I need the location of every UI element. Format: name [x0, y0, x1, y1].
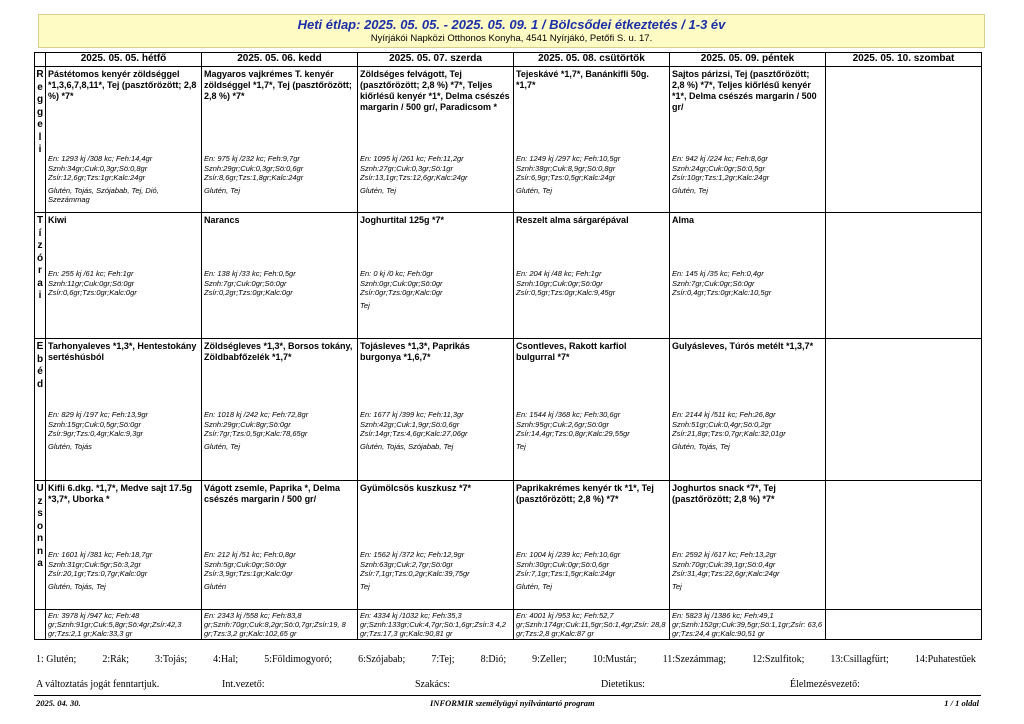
- meal-row: [35, 481, 982, 610]
- daily-total-cell: [46, 610, 202, 640]
- allergen-legend-item: 14:Puhatestűek: [914, 654, 976, 665]
- nutrition-line: Sznh:27gr;Cuk:0,3gr;Sö:1gr: [360, 163, 453, 173]
- menu-cell: [670, 339, 826, 481]
- dish-name: Pástétomos kenyér zöldséggel *1,3,6,7,8,11*, Tej (pasztőrözött; 2,8 %) *7*: [48, 69, 197, 101]
- day-header-row: [35, 53, 982, 67]
- nutrition-line: Zsír:0gr;Tzs:0gr;Kalc:0gr: [360, 288, 443, 297]
- page-number: 1 / 1 oldal: [944, 698, 979, 708]
- print-date: 2025. 04. 30.: [36, 698, 81, 708]
- meal-label-letter: e: [37, 81, 43, 93]
- meal-label-letter: n: [36, 545, 44, 557]
- allergen-list: Glutén, Tej: [204, 442, 240, 451]
- meal-label-letter: s: [37, 508, 43, 519]
- program-name: INFORMIR személyügyi nyilvántartó program: [430, 698, 595, 708]
- header-banner: [38, 14, 985, 48]
- nutrition-info: [672, 410, 786, 439]
- nutrition-line: Zsír:21,8gr;Tzs:0,7gr;Kalc:32,01gr: [672, 429, 786, 438]
- nutrition-line: Sznh:15gr;Cuk:0,5gr;Sö:0gr: [48, 419, 141, 429]
- nutrition-line: Zsír:7,1gr;Tzs:0,2gr;Kalc:39,75gr: [360, 569, 470, 578]
- nutrition-line: Zsír:0,4gr;Tzs:0gr;Kalc:10,5gr: [672, 288, 772, 297]
- nutrition-line: En: 2144 kj /511 kc; Feh:26,8gr: [672, 410, 776, 419]
- menu-cell: [514, 481, 670, 610]
- daily-total-text: En: 4334 kj /1032 kc; Feh:35,3 gr;Sznh:133gr;Cuk:4,7gr;Sö:1,6gr;Zsír:3 4,2 gr;Tzs:17,3 gr;Kalc:90,81 gr: [360, 611, 506, 638]
- nutrition-info: [204, 269, 296, 298]
- meal-label-letter: g: [36, 106, 44, 118]
- allergen-list: Glutén, Tej: [204, 186, 240, 195]
- nutrition-line: Sznh:11gr;Cuk:0gr;Sö:0gr: [48, 278, 135, 288]
- nutrition-line: En: 975 kj /232 kc; Feh:9,7gr: [204, 154, 300, 163]
- nutrition-info: [672, 154, 769, 183]
- dish-name: Tarhonyaleves *1,3*, Hentestokány sertéshúsból: [48, 341, 197, 362]
- nutrition-line: Zsír:3,9gr;Tzs:1gr;Kalc:0gr: [204, 569, 293, 578]
- empty-saturday-cell: [826, 67, 982, 213]
- dish-name: Kifli 6.dkg. *1,7*, Medve sajt 17.5g *3,7*, Uborka *: [48, 483, 193, 504]
- dish-name: Sajtos párizsi, Tej (pasztőrözött; 2,8 %) *7*, Teljes kiőrlésű kenyér *1*, Delma csészés margarin / 500 gr/: [672, 69, 817, 112]
- nutrition-line: En: 1018 kj /242 kc; Feh:72,8gr: [204, 410, 309, 419]
- daily-total-row: [35, 610, 982, 640]
- meal-label: [35, 213, 46, 339]
- meal-label-letter: i: [38, 290, 42, 301]
- meal-label: [35, 67, 46, 213]
- dish-name: Vágott zsemle, Paprika *, Delma csészés margarin / 500 gr/: [204, 483, 341, 504]
- nutrition-line: En: 0 kj /0 kc; Feh:0gr: [360, 269, 433, 278]
- dish-name: Tojásleves *1,3*, Paprikás burgonya *1,6,7*: [360, 341, 470, 362]
- nutrition-line: Sznh:95gr;Cuk:2,6gr;Sö:0gr: [516, 419, 609, 429]
- meal-label-letter: o: [36, 520, 44, 532]
- menu-cell: [670, 213, 826, 339]
- nutrition-line: Sznh:24gr;Cuk:0gr;Sö:0,5gr: [672, 163, 765, 173]
- day-header: 2025. 05. 07. szerda: [358, 53, 514, 67]
- nutrition-info: [204, 410, 308, 439]
- nutrition-line: Sznh:42gr;Cuk:1,9gr;Sö:0,6gr: [360, 419, 460, 429]
- empty-saturday-cell: [826, 213, 982, 339]
- meal-label-letter: T: [36, 215, 44, 226]
- nutrition-line: En: 145 kj /35 kc; Feh:0,4gr: [672, 269, 764, 278]
- menu-cell: [46, 481, 202, 610]
- nutrition-line: En: 1677 kj /399 kc; Feh:11,3gr: [360, 410, 464, 419]
- nutrition-line: En: 942 kj /224 kc; Feh:8,6gr: [672, 154, 768, 163]
- meal-label-letter: d: [36, 378, 44, 390]
- nutrition-line: Sznh:0gr;Cuk:0gr;Sö:0gr: [360, 278, 443, 288]
- nutrition-line: Zsír:31,4gr;Tzs:22,6gr;Kalc:24gr: [672, 569, 780, 578]
- nutrition-line: En: 1004 kj /239 kc; Feh:10,6gr: [516, 550, 621, 559]
- allergen-legend-item: 3:Tojás;: [155, 654, 188, 665]
- meal-row: [35, 67, 982, 213]
- allergen-list: Glutén, Tej: [516, 186, 552, 195]
- meal-label-letter: n: [36, 533, 44, 544]
- menu-title: Heti étlap: 2025. 05. 05. - 2025. 05. 09. 1 / Bölcsődei étkeztetés / 1-3 év: [297, 17, 726, 32]
- meal-label-letter: E: [36, 341, 44, 352]
- nutrition-line: En: 829 kj /197 kc; Feh:13,9gr: [48, 410, 149, 419]
- allergen-list: Glutén: [204, 582, 227, 591]
- nutrition-info: [360, 154, 468, 183]
- daily-total-text: En: 2343 kj /558 kc; Feh:83,8 gr;Sznh:70gr;Cuk:8,2gr;Sö:0,7gr;Zsír:19, 8 gr;Tzs:3,2 gr;Kalc:102,65 gr: [204, 611, 346, 638]
- menu-cell: [358, 67, 514, 213]
- day-header: 2025. 05. 06. kedd: [202, 53, 358, 67]
- allergen-legend-item: 13:Csillagfürt;: [830, 654, 889, 665]
- meal-label-letter: r: [38, 265, 42, 276]
- page-footer: [34, 695, 981, 709]
- menu-cell: [670, 67, 826, 213]
- allergen-legend-item: 11:Szezámmag;: [662, 654, 727, 665]
- nutrition-line: Sznh:30gr;Cuk:0gr;Sö:0,6gr: [516, 559, 609, 569]
- nutrition-line: Sznh:29gr;Cuk:8gr;Sö:0gr: [204, 419, 291, 429]
- kitchen-address: Nyírjákói Napközi Otthonos Konyha, 4541 Nyírjákó, Petőfi S. u. 17.: [370, 33, 653, 44]
- menu-cell: [202, 213, 358, 339]
- allergen-list: Tej: [516, 442, 526, 451]
- nutrition-line: Sznh:7gr;Cuk:0gr;Sö:0gr: [672, 278, 755, 288]
- dish-name: Tejeskávé *1,7*, Banánkifli 50g. *1,7*: [516, 69, 649, 90]
- dish-name: Joghurtos snack *7*, Tej (pasztőrözött; 2,8 %) *7*: [672, 483, 776, 504]
- nutrition-line: Sznh:34gr;Cuk:0,3gr;Sö:0,8gr: [48, 163, 148, 173]
- menu-cell: [46, 339, 202, 481]
- meal-label-letter: í: [38, 227, 42, 239]
- nutrition-line: Sznh:38gr;Cuk:8,9gr;Sö:0,8gr: [516, 163, 616, 173]
- allergen-legend: [36, 654, 976, 665]
- empty-saturday-cell: [826, 339, 982, 481]
- nutrition-line: En: 1293 kj /308 kc; Feh:14,4gr: [48, 154, 153, 163]
- allergen-list: Glutén, Tej: [516, 582, 552, 591]
- nutrition-line: Zsír:9gr;Tzs:0,4gr;Kalc:9,3gr: [48, 429, 144, 438]
- daily-total-cell: [514, 610, 670, 640]
- nutrition-info: [48, 410, 148, 439]
- nutrition-line: Zsír:0,6gr;Tzs:0gr;Kalc:0gr: [48, 288, 137, 297]
- nutrition-line: En: 1601 kj /381 kc; Feh:18,7gr: [48, 550, 153, 559]
- total-label-cell: [35, 610, 46, 640]
- dish-name: Reszelt alma sárgarépával: [516, 215, 629, 225]
- nutrition-line: Zsír:6,9gr;Tzs:0,5gr;Kalc:24gr: [516, 173, 616, 182]
- catering-manager-signature: Élelmezésvezető:: [790, 679, 860, 690]
- allergen-legend-item: 4:Hal;: [213, 654, 239, 665]
- nutrition-info: [204, 550, 296, 579]
- daily-total-cell: [826, 610, 982, 640]
- allergen-legend-item: 2:Rák;: [102, 654, 129, 665]
- daily-total-text: En: 5823 kj /1386 kc; Feh:49,1 gr;Sznh:152gr;Cuk:39,5gr;Sö:1,1gr;Zsír: 63,6 gr;Tzs:24,4 gr;Kalc:90,51 gr: [672, 611, 823, 638]
- daily-total-cell: [670, 610, 826, 640]
- nutrition-info: [204, 154, 303, 183]
- nutrition-info: [672, 550, 780, 579]
- menu-cell: [46, 67, 202, 213]
- allergen-legend-item: 8:Dió;: [480, 654, 507, 665]
- allergen-legend-item: 12:Szulfitok;: [752, 654, 805, 665]
- nutrition-line: Zsír:12,6gr;Tzs:1gr;Kalc:24gr: [48, 173, 146, 182]
- nutrition-line: En: 138 kj /33 kc; Feh:0,5gr: [204, 269, 296, 278]
- menu-cell: [358, 339, 514, 481]
- daily-total-text: En: 4001 kj /953 kc; Feh:52,7 gr;Sznh:174gr;Cuk:11,5gr;Sö:1,4gr;Zsír: 28,8 gr;Tzs:2,8 gr;Kalc:87 gr: [516, 611, 666, 638]
- menu-cell: [202, 67, 358, 213]
- allergen-legend-item: 6:Szójabab;: [358, 654, 406, 665]
- meal-label-letter: é: [37, 366, 43, 377]
- nutrition-line: Zsír:8,6gr;Tzs:1,8gr;Kalc:24gr: [204, 173, 304, 182]
- reservation-notice: A változtatás jogát fenntartjuk.: [36, 679, 160, 690]
- nutrition-info: [360, 550, 470, 579]
- dish-name: Joghurtital 125g *7*: [360, 215, 445, 225]
- nutrition-line: En: 2592 kj /617 kc; Feh:13,2gr: [672, 550, 777, 559]
- meal-label-letter: b: [36, 353, 44, 365]
- menu-cell: [514, 339, 670, 481]
- day-header: 2025. 05. 10. szombat: [826, 53, 982, 67]
- allergen-legend-item: 9:Zeller;: [532, 654, 567, 665]
- meal-label-letter: R: [36, 69, 44, 80]
- daily-total-text: En: 3978 kj /947 kc; Feh:48 gr;Sznh:91gr;Cuk:5,8gr;Sö:4gr;Zsír:42,3 gr;Tzs:2,1 gr;Kalc:33,3 gr: [48, 611, 182, 638]
- nutrition-line: Zsír:14,4gr;Tzs:0,8gr;Kalc:29,55gr: [516, 429, 630, 438]
- meal-label-letter: l: [38, 131, 42, 143]
- allergen-list: Glutén, Tojás, Szójabab, Tej: [360, 442, 454, 451]
- dish-name: Paprikakrémes kenyér tk *1*, Tej (pasztőrözött; 2,8 %) *7*: [516, 483, 654, 504]
- meal-label-letter: z: [37, 495, 43, 507]
- allergen-list: Glutén, Tojás, Tej: [672, 442, 730, 451]
- menu-cell: [358, 213, 514, 339]
- menu-cell: [202, 481, 358, 610]
- day-header: 2025. 05. 08. csütörtök: [514, 53, 670, 67]
- nutrition-line: Sznh:10gr;Cuk:0gr;Sö:0gr: [516, 278, 603, 288]
- menu-cell: [358, 481, 514, 610]
- nutrition-line: Zsír:7gr;Tzs:0,5gr;Kalc:78,65gr: [204, 429, 308, 438]
- nutrition-line: En: 1095 kj /261 kc; Feh:11,2gr: [360, 154, 464, 163]
- nutrition-info: [516, 550, 620, 579]
- nutrition-line: Zsír:14gr;Tzs:4,6gr;Kalc:27,06gr: [360, 429, 468, 438]
- menu-cell: [514, 67, 670, 213]
- meal-label: [35, 339, 46, 481]
- nutrition-info: [516, 269, 615, 298]
- nutrition-line: En: 1249 kj /297 kc; Feh:10,5gr: [516, 154, 621, 163]
- allergen-list: Glutén, Tojás: [48, 442, 92, 451]
- nutrition-line: En: 1544 kj /368 kc; Feh:30,6gr: [516, 410, 621, 419]
- allergen-list: Glutén, Tej: [360, 186, 396, 195]
- nutrition-line: Sznh:63gr;Cuk:2,7gr;Sö:0gr: [360, 559, 453, 569]
- dish-name: Alma: [672, 215, 695, 225]
- nutrition-info: [516, 410, 630, 439]
- allergen-legend-item: 1: Glutén;: [36, 654, 77, 665]
- nutrition-info: [48, 550, 152, 579]
- meal-label-letter: i: [38, 144, 42, 155]
- menu-cell: [46, 213, 202, 339]
- dish-name: Magyaros vajkrémes T. kenyér zöldséggel *1,7*, Tej (pasztőrözött; 2,8 %) *7*: [204, 69, 352, 101]
- nutrition-line: Sznh:29gr;Cuk:0,3gr;Sö:0,6gr: [204, 163, 304, 173]
- nutrition-info: [48, 269, 137, 298]
- menu-cell: [670, 481, 826, 610]
- meal-row: [35, 339, 982, 481]
- nutrition-line: Zsír:20,1gr;Tzs:0,7gr;Kalc:0gr: [48, 569, 148, 578]
- meal-label-letter: U: [36, 483, 44, 494]
- nutrition-info: [672, 269, 771, 298]
- nutrition-info: [360, 269, 443, 298]
- dish-name: Gyümölcsös kuszkusz *7*: [360, 483, 472, 493]
- allergen-list: Tej: [360, 301, 370, 310]
- dish-name: Zöldségleves *1,3*, Borsos tokány, Zöldbabfőzelék *1,7*: [204, 341, 353, 362]
- allergen-list: Tej: [672, 582, 682, 591]
- nutrition-info: [516, 154, 620, 183]
- allergen-legend-item: 7:Tej;: [431, 654, 455, 665]
- allergen-list: Glutén, Tojás, Tej: [48, 582, 106, 591]
- nutrition-line: Zsír:0,2gr;Tzs:0gr;Kalc:0gr: [204, 288, 293, 297]
- nutrition-line: Sznh:70gr;Cuk:39,1gr;Sö:0,4gr: [672, 559, 776, 569]
- daily-total-cell: [202, 610, 358, 640]
- meal-row: [35, 213, 982, 339]
- nutrition-line: Zsír:10gr;Tzs:1,2gr;Kalc:24gr: [672, 173, 770, 182]
- dish-name: Csontleves, Rakott karfiol bulgurral *7*: [516, 341, 627, 362]
- meal-label: [35, 481, 46, 610]
- nutrition-info: [360, 410, 468, 439]
- menu-cell: [514, 213, 670, 339]
- nutrition-line: Sznh:31gr;Cuk:5gr;Sö:3,2gr: [48, 559, 141, 569]
- allergen-legend-item: 5:Földimogyoró;: [264, 654, 333, 665]
- dish-name: Gulyásleves, Túrós metélt *1,3,7*: [672, 341, 814, 351]
- nutrition-line: Sznh:51gr;Cuk:0,4gr;Sö:0,2gr: [672, 419, 772, 429]
- nutrition-line: Sznh:7gr;Cuk:0gr;Sö:0gr: [204, 278, 287, 288]
- dish-name: Zöldséges felvágott, Tej (pasztőrözött; 2,8 %) *7*, Teljes kiőrlésű kenyér *1*, Delma csészés margarin / 500 gr/, Paradicsom *: [360, 69, 510, 112]
- int-leader-signature: Int.vezető:: [222, 679, 265, 690]
- nutrition-line: Zsír:13,1gr;Tzs:12,6gr;Kalc:24gr: [360, 173, 468, 182]
- weekly-menu-table: [34, 52, 982, 640]
- nutrition-line: En: 204 kj /48 kc; Feh:1gr: [516, 269, 602, 278]
- nutrition-line: Zsír:7,1gr;Tzs:1,5gr;Kalc:24gr: [516, 569, 616, 578]
- day-header: 2025. 05. 05. hétfő: [46, 53, 202, 67]
- nutrition-line: En: 255 kj /61 kc; Feh:1gr: [48, 269, 134, 278]
- empty-saturday-cell: [826, 481, 982, 610]
- menu-cell: [202, 339, 358, 481]
- dish-name: Kiwi: [48, 215, 67, 225]
- meal-label-letter: g: [36, 94, 44, 105]
- corner-cell: [35, 53, 46, 67]
- meal-label-letter: z: [37, 240, 43, 251]
- meal-label-letter: ó: [36, 252, 44, 264]
- chef-signature: Szakács:: [415, 679, 450, 690]
- nutrition-line: En: 212 kj /51 kc; Feh:0,8gr: [204, 550, 296, 559]
- allergen-legend-item: 10:Mustár;: [592, 654, 637, 665]
- meal-label-letter: a: [37, 558, 43, 569]
- nutrition-info: [48, 154, 152, 183]
- nutrition-line: Zsír:0,5gr;Tzs:0gr;Kalc:9,45gr: [516, 288, 616, 297]
- allergen-list: Glutén, Tojás, Szójabab, Tej, Dió, Szezámmag: [48, 186, 159, 204]
- meal-label-letter: e: [37, 119, 43, 130]
- daily-total-cell: [358, 610, 514, 640]
- day-header: 2025. 05. 09. péntek: [670, 53, 826, 67]
- dish-name: Narancs: [204, 215, 240, 225]
- dietitian-signature: Dietetikus:: [601, 679, 645, 690]
- nutrition-line: Sznh:5gr;Cuk:0gr;Sö:0gr: [204, 559, 287, 569]
- nutrition-line: En: 1562 kj /372 kc; Feh:12,9gr: [360, 550, 465, 559]
- meal-label-letter: a: [37, 277, 43, 289]
- allergen-list: Tej: [360, 582, 370, 591]
- allergen-list: Glutén, Tej: [672, 186, 708, 195]
